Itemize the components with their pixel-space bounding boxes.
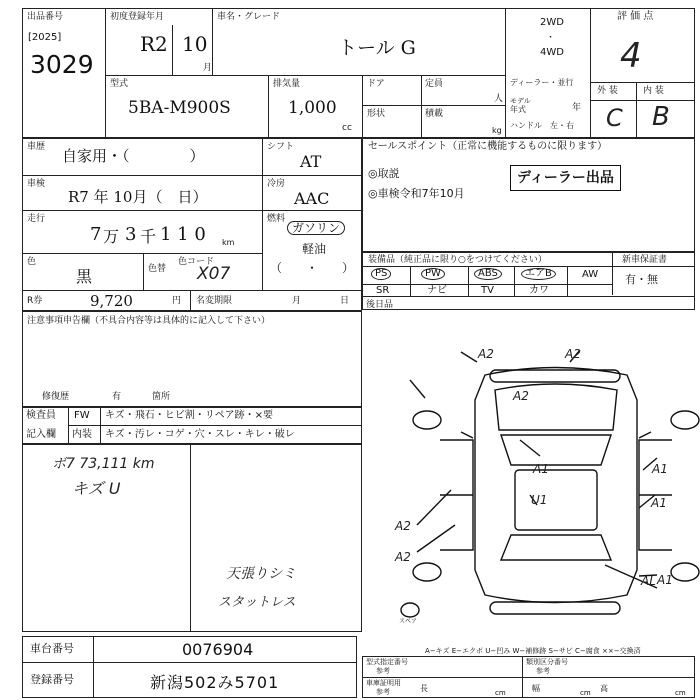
mileage-man-unit: 万: [103, 227, 120, 246]
height-label: 高: [600, 684, 608, 693]
displacement-label: 排気量: [273, 79, 301, 89]
model-year-unit: 年: [572, 103, 582, 113]
load-unit: kg: [492, 126, 502, 135]
color-swap-label: 色替: [148, 264, 167, 274]
chassis-value: 0076904: [182, 640, 254, 659]
inspection-value: R7 年 10月（ 日）: [68, 188, 208, 206]
ownership-label: 名変期限: [196, 296, 233, 306]
equip-pw: PW: [421, 268, 445, 280]
inspector-label-1: 検査員: [26, 410, 56, 421]
recycle-value: 9,720: [90, 292, 133, 310]
mileage-man: 7: [90, 224, 102, 245]
model-year-label: モデル: [510, 97, 531, 105]
door-label: ドア: [367, 79, 385, 89]
color-value: 黒: [76, 267, 93, 286]
dealer-label: ディーラー・並行: [510, 78, 574, 87]
displacement-unit: cc: [342, 123, 352, 133]
usage-value: 自家用・（ ）: [62, 147, 205, 165]
notes-label: 注意事項申告欄（不具合内容等は具体的に記入して下さい）: [27, 316, 271, 326]
diagram-legend: A−キズ E−エクボ U−凹み W−補修跡 S−サビ C−腐食 ××−交換済: [425, 647, 641, 655]
shift-label: シフト: [267, 142, 295, 152]
equip-airbag: エアB: [521, 268, 556, 280]
length-label: 長: [420, 684, 428, 693]
equip-tv: TV: [481, 285, 494, 296]
exterior-label: 外 装: [597, 86, 618, 96]
car-diagram: [365, 320, 700, 640]
fw-text: キズ・飛石・ヒビ割・リペア跡・×要: [105, 410, 273, 421]
classification-label-2: 参考: [536, 667, 550, 675]
equip-abs: ABS: [474, 268, 502, 280]
recycle-label: R券: [27, 296, 43, 306]
cert-label: 車庫証明用: [366, 679, 401, 687]
mark-a2-2: A2: [565, 347, 581, 361]
classification-label: 類別区分番号: [526, 658, 568, 666]
lot-sub: [2025]: [28, 32, 62, 43]
handle-label: ハンドル: [510, 121, 542, 130]
first-reg-month: 10: [182, 32, 208, 56]
spare-label-text: スペア: [399, 618, 418, 625]
repair-label: 修復歴: [42, 392, 70, 402]
interior-label: 内 装: [643, 86, 664, 96]
first-reg-label: 初度登録年月: [110, 12, 165, 22]
hand-note-3: 天張りシミ: [226, 566, 296, 582]
inspector-label-2: 記入欄: [26, 429, 56, 440]
mark-a2-5: A2: [395, 550, 411, 564]
fuel-label: 燃料: [267, 214, 286, 224]
shape-label: 形状: [367, 109, 386, 119]
header-section: [22, 8, 695, 138]
length-unit: cm: [495, 689, 506, 697]
plate-label: 登録番号: [30, 673, 74, 686]
repair-value: 有: [112, 392, 122, 402]
cert-label-2: 参考: [376, 688, 390, 696]
fw-tag: FW: [74, 410, 90, 421]
inspection-label: 車検: [27, 179, 46, 189]
equipment-label: 装備品（純正品に限り○をつけてください）: [368, 255, 547, 265]
equip-sr: SR: [376, 285, 390, 296]
interior-grade: B: [652, 102, 670, 132]
color-code-label: 色コード: [178, 257, 215, 267]
mark-a2-4: A2: [395, 519, 411, 533]
mark-a1-1: A1: [533, 462, 549, 476]
mark-a1-3: A1: [651, 496, 667, 510]
mark-a2-1: A2: [478, 347, 494, 361]
fuel-paren: （ ・ ）: [270, 261, 355, 275]
model-year-label2: 年式: [510, 105, 526, 114]
hand-note-4: スタットレス: [218, 595, 296, 610]
mark-a1-2: A1: [652, 462, 668, 476]
recycle-unit: 円: [172, 296, 182, 306]
plate-value: 新潟502み5701: [150, 673, 280, 692]
interior-text: キズ・汚レ・コゲ・穴・スレ・キレ・破レ: [105, 429, 295, 440]
width-label: 幅: [532, 684, 540, 693]
model-grade-label: 車名・グレード: [217, 12, 281, 22]
sales-point-2: ◎車検令和7年10月: [368, 187, 465, 200]
mileage-unit: km: [222, 238, 235, 247]
mileage-rest: 1 1 0: [160, 224, 206, 245]
ac-label: 冷房: [267, 179, 286, 189]
sales-label: セールスポイント（正常に機能するものに限ります）: [368, 141, 608, 152]
drive-dot: ・: [546, 33, 556, 43]
equip-ps: PS: [371, 268, 391, 280]
mark-a2-3: A2: [513, 389, 529, 403]
ownership-month: 月: [292, 296, 302, 306]
chassis-label: 車台番号: [30, 642, 74, 655]
fuel-value: ガソリン: [287, 221, 345, 235]
mileage-sen: 3: [125, 224, 137, 245]
mark-a1-4: A1: [657, 573, 673, 587]
score-value: 4: [620, 36, 642, 76]
fuel-alt: 軽油: [302, 242, 327, 256]
drive-4wd: 4WD: [540, 47, 564, 58]
width-unit: cm: [580, 689, 591, 697]
hand-note-1: ボ7 73,111 km: [52, 456, 155, 472]
type-label: 型式: [110, 79, 129, 89]
mileage-sen-unit: 千: [140, 227, 157, 246]
interior-tag: 内装: [72, 429, 92, 440]
model-grade-value: トール G: [338, 37, 416, 59]
drive-2wd: 2WD: [540, 17, 564, 28]
handle-value: 左・右: [550, 121, 574, 130]
equip-navi: ナビ: [427, 285, 447, 296]
shift-value: AT: [300, 152, 322, 171]
warranty-value: 有・無: [625, 273, 658, 286]
exterior-grade: C: [606, 104, 623, 132]
repair-part: 箇所: [152, 392, 171, 402]
first-reg-era: R2: [140, 32, 168, 56]
capacity-label: 定員: [425, 79, 444, 89]
mark-u1: U1: [531, 493, 548, 507]
displacement-value: 1,000: [288, 98, 337, 118]
score-label: 評 価 点: [617, 11, 654, 22]
designation-label: 型式指定番号: [366, 658, 408, 666]
designation-label-2: 参考: [376, 667, 390, 675]
type-value: 5BA-M900S: [128, 98, 231, 118]
capacity-unit: 人: [494, 94, 504, 104]
color-code-value: X07: [197, 264, 231, 284]
mileage-label: 走行: [27, 214, 46, 224]
ownership-day: 日: [340, 296, 350, 306]
height-unit: cm: [675, 689, 686, 697]
dealer-stamp: ディーラー出品: [510, 165, 621, 191]
load-label: 積載: [425, 109, 444, 119]
ac-value: AAC: [294, 189, 330, 208]
sales-point-1: ◎取説: [368, 167, 400, 180]
usage-label: 車歴: [27, 142, 46, 152]
mark-al: AL: [641, 574, 656, 588]
hand-note-2: キズ U: [72, 479, 121, 498]
warranty-label: 新車保証書: [622, 255, 668, 265]
lot-label: 出品番号: [27, 12, 64, 22]
equip-aw: AW: [582, 269, 599, 280]
first-reg-month-unit: 月: [203, 63, 213, 73]
equip-leather: カワ: [529, 285, 549, 296]
color-label: 色: [27, 257, 37, 267]
lot-number: 3029: [30, 50, 94, 79]
after-label: 後日品: [366, 300, 394, 310]
